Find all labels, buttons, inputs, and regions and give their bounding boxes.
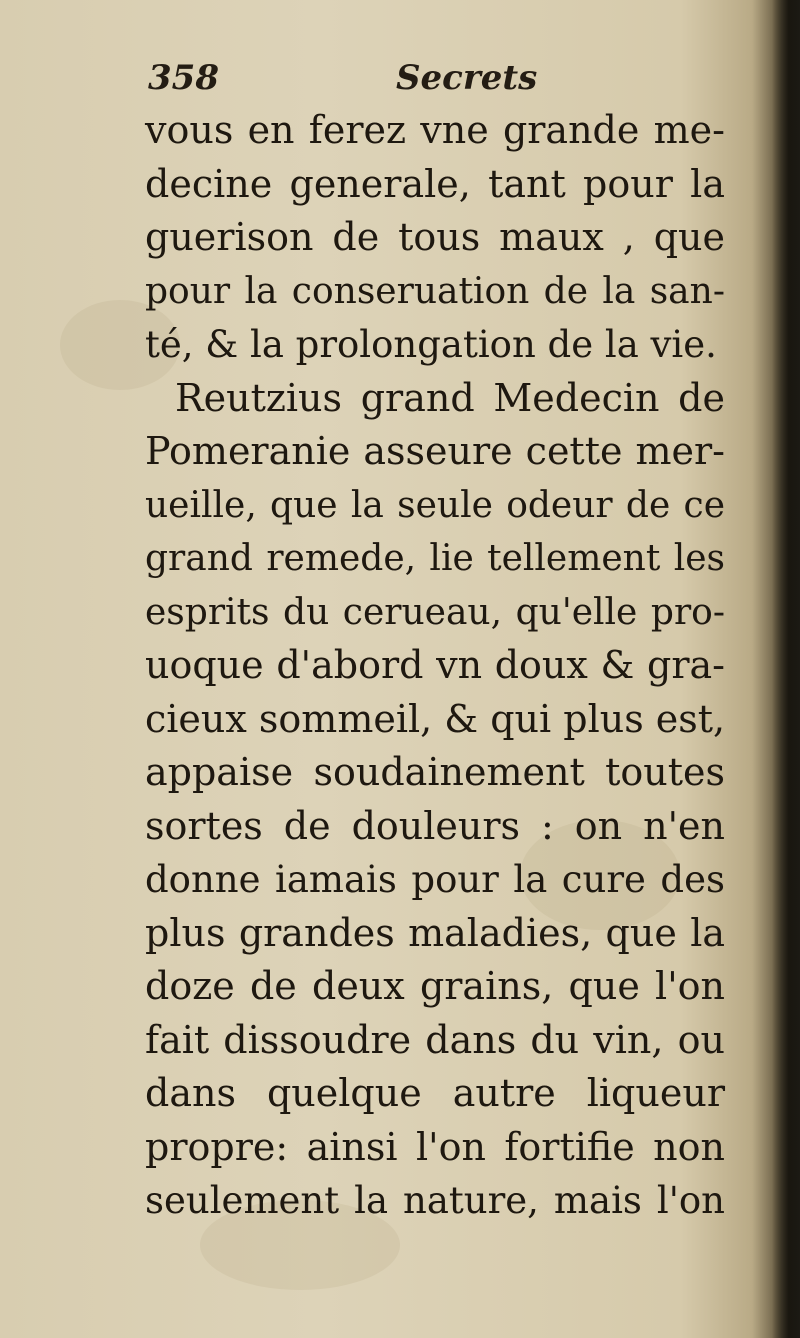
body-text (145, 104, 725, 1228)
text-line: pour la conseruation de la san- (145, 270, 725, 312)
text-line: cieux sommeil, & qui plus est, (145, 696, 726, 741)
text-line: appaise soudainement toutes (145, 750, 725, 794)
text-line: uoque d'abord vn doux & gra- (145, 643, 725, 687)
text-line: sortes de douleurs : on n'en (145, 803, 725, 848)
text-line: dans quelque autre liqueur (145, 1071, 725, 1115)
text-line: guerison de tous maux , que (145, 215, 725, 259)
text-line: té, & la prolongation de la vie. (145, 323, 717, 366)
text-line: decine generale, tant pour la (145, 161, 725, 206)
text-line: donne iamais pour la cure des (145, 858, 725, 901)
text-line: fait dissoudre dans du vin, ou (145, 1017, 725, 1062)
text-line: esprits du cerueau, qu'elle pro- (145, 591, 725, 633)
page-number: 358 (148, 58, 219, 98)
text-line: grand remede, lie tellement les (145, 538, 725, 579)
binding-shadow (772, 0, 800, 1338)
text-line: seulement la nature, mais l'on (145, 1179, 725, 1222)
text-line: Reutzius grand Medecin de (175, 375, 725, 420)
running-title: Secrets (396, 58, 538, 98)
page-header (148, 58, 708, 108)
text-line: propre: ainsi l'on fortifie non (145, 1124, 725, 1169)
text-line: Pomeranie asseure cette mer- (145, 429, 725, 473)
text-line: ueille, que la seule odeur de ce (145, 484, 725, 526)
text-line: vous en ferez vne grande me- (145, 108, 725, 152)
text-line: plus grandes maladies, que la (145, 910, 725, 955)
text-line: doze de deux grains, que l'on (145, 964, 725, 1008)
